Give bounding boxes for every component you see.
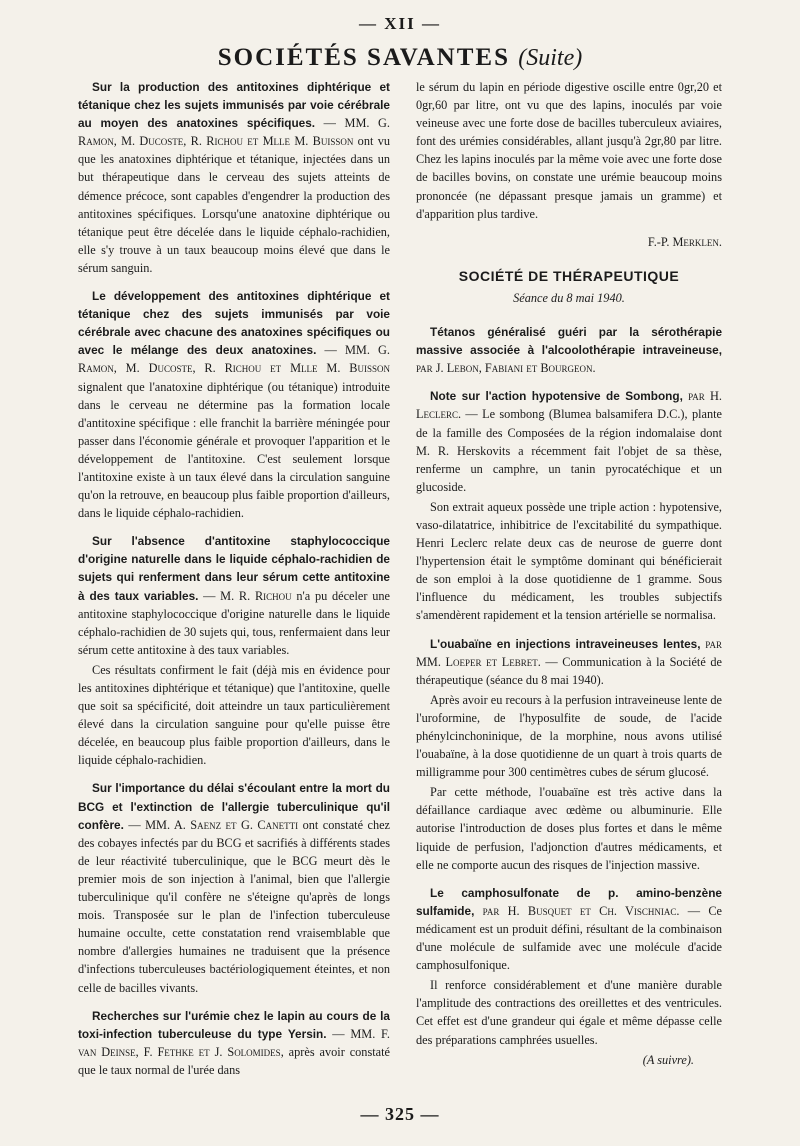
- title-text: SOCIÉTÉS SAVANTES: [217, 44, 510, 71]
- therapy-article-3-continuation-2: Par cette méthode, l'ouabaïne est très active dans la défaillance cardiaque avec œdème ou albuminurie. Elle autorise l'introduction de doses plus fortes et dans le même liquide de perfusion, l'adjonction d'autres médicaments, et elle ne comporte aucun des risques de l'injection massive.: [416, 785, 722, 872]
- article-body: ont constaté chez des cobayes infectés par du BCG et sacrifiés à différents stades de leur réactivité tuberculinique, que le BCG meurt dès le premier mois de son injection à l'animal, bien que l'allergie tuberculinique qu'il confère ne s'éteigne qu'après de longs mois. Transposée sur le plan de l'infection tuberculeuse humaine occulte, cette constatation rend vraisemblable que nombre d'allergies humaines ne traduisent que la présence d'infections tuberculeuses bactériologiquement éteintes, et non celle de bacilles vivants.: [78, 817, 391, 995]
- article-body: , après avoir constaté que le taux normal de l'urée dans: [78, 1044, 390, 1077]
- article-heading: Le camphosulfonate de p. amino-benzène sulfamide,: [416, 885, 722, 918]
- therapy-article-4: [416, 884, 722, 974]
- therapy-article-2-continuation: Son extrait aqueux possède une triple action : hypotensive, vaso-dilatatrice, inhibitrice de l'excitabilité du sympathique. Henri Leclerc relate deux cas de neurose de guerre dont l'hypertension était le symptôme dominant qui bénéficierait de son emploi à la dose quotidienne de 1 gramme. Sous l'influence du médicament, les troubles subjectifs s'amendèrent rapidement et la tension artérielle se normalisa.: [416, 499, 722, 623]
- article-5: [78, 1007, 390, 1079]
- article-heading: Tétanos généralisé guéri par la sérothérapie massive associée à l'alcoolothérapie intraveineuse,: [416, 325, 722, 358]
- article-authors: par MM. Loeper et Lebret.: [416, 636, 722, 669]
- to-be-continued: (A suivre).: [642, 1052, 694, 1067]
- article-body: signalent que l'anatoxine diphtérique (ou tétanique) introduite dans le cerveau ne détermine pas la formation locale d'antitoxine spécifique : elle franchit la barrière méningée pour passer dans l'économie générale et provoquer l'apparition et le développement de l'antitoxine. C'est seulement lorsque l'antitoxine existe à un taux élevé dans la circulation sanguine qu'on la retrouve, en beaucoup plus faible proportion d'ailleurs, dans le liquide céphalo-rachidien.: [78, 379, 390, 521]
- right-column: [416, 78, 722, 1069]
- article-3: [78, 532, 390, 659]
- left-column: [78, 78, 390, 1089]
- title-suffix: (Suite): [518, 45, 583, 71]
- article-authors: — M. R. Richou: [198, 588, 292, 603]
- article-1: [78, 78, 390, 277]
- therapy-article-2: [416, 387, 722, 496]
- therapy-article-1: [416, 323, 722, 377]
- therapy-article-4-continuation: Il renforce considérablement et d'une manière durable l'amplitude des contractions des oreillettes et des ventricules. Cet effet est d'une grandeur qui égale et même dépasse celle des préparations camphrées usuelles.: [416, 978, 722, 1047]
- article-body: n'a pu déceler une antitoxine staphylococcique d'origine naturelle dans le liquide céphalo-rachidien de 30 sujets qui, tous, renfermaient dans leur sérum cette antitoxine à des taux variables.: [78, 588, 390, 657]
- article-body: ont vu que les anatoxines diphtérique et tétanique, injectées dans un but thérapeutique dans le cerveau des sujets atteints de démence précoce, sont capables d'engendrer la production des antitoxines spécifiques. Lorsqu'une anatoxine diphtérique ou tétanique peut être décelée dans le liquide céphalo-rachidien, elle s'y trouve à un taux beaucoup moins élevé que dans le sérum sanguin.: [78, 134, 390, 275]
- roman-page-number: — XII —: [358, 14, 441, 33]
- article-authors: par J. Lebon, Fabiani et Bourgeon.: [416, 361, 596, 376]
- session-date: Séance du 8 mai 1940.: [513, 290, 625, 305]
- carryover-text: le sérum du lapin en période digestive oscille entre 0gr,20 et 0gr,60 par litre, ont vu que des lapins, inoculés par voie veineuse avec une forte dose de bacilles tuberculeux aviaires, font des urémies considérables, allant jusqu'à 2gr,80 par litre. Chez les lapins inoculés par la même voie avec une forte dose de bacilles bovins, on constate une urémie beaucoup moins prononcée (ne dépassant presque jamais un gramme) et d'apparition plus tardive.: [416, 80, 722, 221]
- article-body: — Le sombong (Blumea balsamifera D.C.), plante de la famille des Composées de la région indomalaise dont M. R. Herskovits a récemment fait l'objet de sa thèse, renferme un camphre, un tanin pyrocatéchique et un glucoside.: [416, 407, 722, 494]
- page-title: [0, 44, 800, 72]
- article-heading: Le développement des antitoxines diphtérique et tétanique chez des sujets immunisés par voie cérébrale avec chacune des anatoxines spécifiques ou avec le mélange des deux anatoxines.: [78, 289, 390, 358]
- article-3-continuation: Ces résultats confirment le fait (déjà mis en évidence pour les antitoxines diphtérique et tétanique) que l'antitoxine, quelle que soit sa spécificité, doit atteindre un taux particulièrement élevé dans la circulation sanguine pour qu'elle puisse être décelée, en beaucoup plus faible proportion d'ailleurs, dans le liquide céphalo-rachidien.: [78, 662, 390, 768]
- article-heading: Sur l'importance du délai s'écoulant entre la mort du BCG et l'extinction de l'allergie tuberculinique qu'il confère.: [78, 781, 390, 832]
- article-body: — Communication à la Société de thérapeutique (séance du 8 mai 1940).: [416, 654, 722, 687]
- article-authors: par H. Leclerc.: [416, 389, 722, 422]
- article-authors: — MM. G. Ramon, M. Ducoste, R. Richou et Mlle M. Buisson: [78, 343, 390, 376]
- article-body: — Ce médicament est un produit défini, résultant de la combinaison d'une molécule de sulfamide avec une molécule d'acide camphosulfonique.: [416, 903, 722, 973]
- article-4: [78, 779, 390, 996]
- article-authors: — MM. F. van Deinse, F. Fethke et J. Solomides: [78, 1026, 390, 1059]
- article-heading: Recherches sur l'urémie chez le lapin au cours de la toxi-infection tuberculeuse du type Yersin.: [78, 1008, 390, 1041]
- article-heading: Sur l'absence d'antitoxine staphylococcique d'origine naturelle dans le liquide céphalo-rachidien de sujets qui renferment dans leur sérum cette antitoxine à des taux variables.: [78, 534, 390, 603]
- article-authors: — MM. A. Saenz et G. Canetti: [123, 817, 299, 832]
- signature: F.-P. Merklen.: [647, 234, 722, 249]
- therapy-article-3: [416, 635, 722, 689]
- article-heading: Sur la production des antitoxines diphtérique et tétanique chez les sujets immunisés par voie cérébrale au moyen des anatoxines spécifiques.: [78, 80, 390, 131]
- therapy-article-3-continuation: Après avoir eu recours à la perfusion intraveineuse lente de l'uroformine, de l'hyposulfite de soude, de l'acide phénylcinchoninique, de la morphine, nous avons utilisé l'ouabaïne, à la dose quotidienne de un quart à trois quarts de milligramme pour 300 centimètres cubes de sérum glucosé.: [416, 692, 722, 780]
- article-2: [78, 287, 390, 522]
- article-authors: — MM. G. Ramon, M. Ducoste, R. Richou et Mlle M. Buisson: [78, 116, 390, 149]
- article-authors: par H. Busquet et Ch. Vischniac.: [474, 903, 680, 918]
- article-heading: L'ouabaïne en injections intraveineuses lentes,: [430, 636, 701, 651]
- section-title: SOCIÉTÉ DE THÉRAPEUTIQUE: [458, 267, 680, 284]
- page-number: — 325 —: [360, 1104, 440, 1124]
- article-heading: Note sur l'action hypotensive de Sombong,: [430, 389, 683, 404]
